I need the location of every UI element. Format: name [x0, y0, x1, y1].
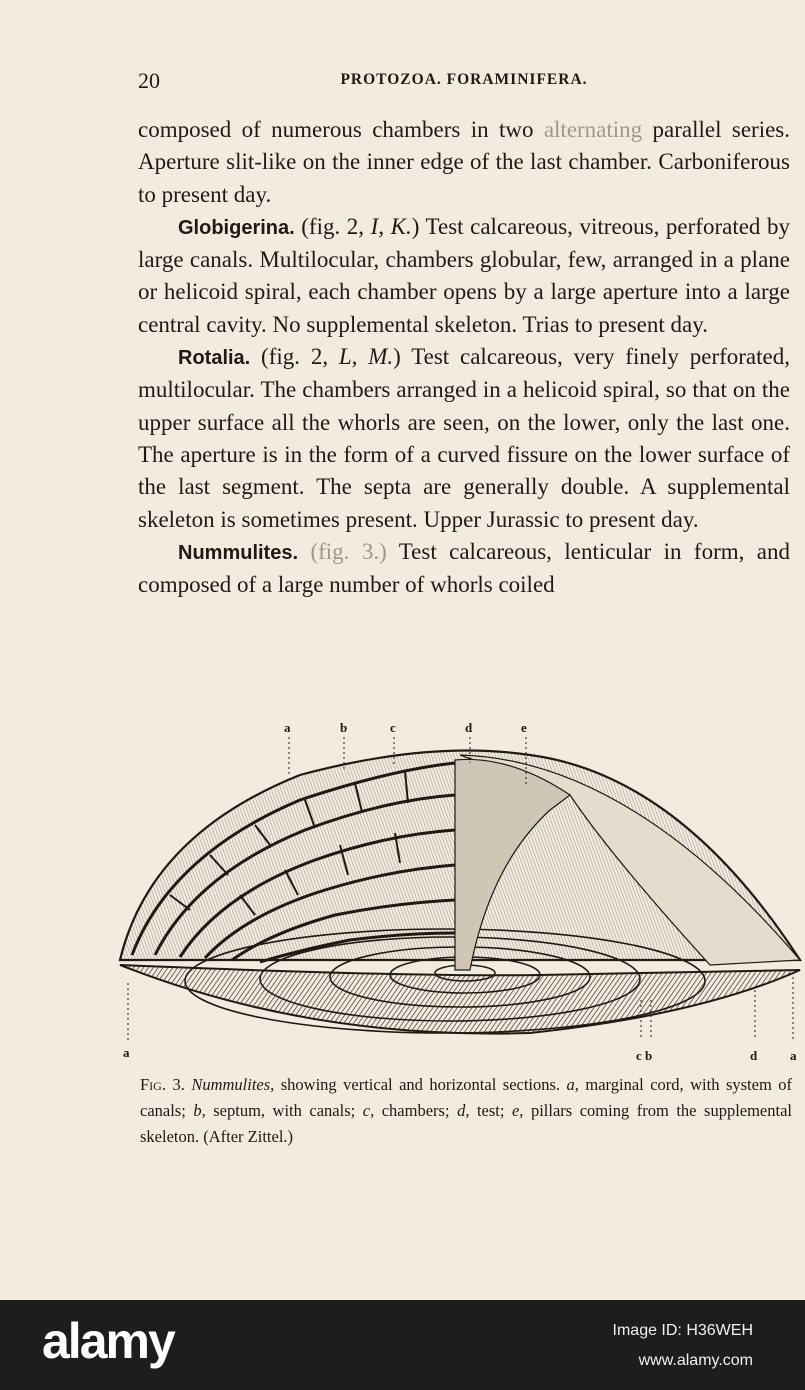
label-b-top: b: [340, 720, 348, 735]
site-url: www.alamy.com: [638, 1352, 753, 1369]
running-head: [138, 68, 790, 98]
page-number: 20: [138, 68, 160, 93]
alamy-logo: alamy: [42, 1313, 174, 1369]
image-id: Image ID: H36WEH: [612, 1322, 753, 1339]
caption-genus: Nummulites,: [191, 1075, 275, 1094]
paragraph-nummulites: Nummulites. (fig. 3.) Test calcareous, lenticular in form, and composed of a large number of whorls coiled: [138, 538, 790, 598]
label-cb-bottom: c b: [636, 1048, 653, 1063]
watermark-footer: [0, 1300, 805, 1390]
figure-caption: Fig. 3. Nummulites, showing vertical and horizontal sections. a, marginal cord, with system of canals; b, septum, with canals; c, chambers; d, test; e, pillars coming from the supplemental skeleton. (After Zittel.): [140, 1075, 793, 1146]
label-d-top: d: [465, 720, 473, 735]
paragraph-globigerina: Globigerina. (fig. 2, I, K.) Test calcareous, vitreous, perforated by large canals. Multilocular, chambers globular, few, arranged in a plane or helicoid spiral, each chamber opens by a large aperture into a large central cavity. No supplemental skeleton. Trias to present day.: [138, 213, 791, 337]
paragraph-rotalia: Rotalia. (fig. 2, L, M.) Test calcareous, very finely perforated, multilocular. The chambers arranged in a helicoid spiral, so that on the upper surface all the whorls are seen, on the lower, only the last one. The aperture is in the form of a curved fissure on the lower surface of the last segment. The septa are generally double. A supplemental skeleton is sometimes present. Upper Jurassic to present day.: [138, 344, 790, 532]
genus-globigerina: Globigerina.: [178, 216, 295, 239]
genus-rotalia: Rotalia.: [178, 347, 251, 370]
genus-nummulites: Nummulites.: [178, 541, 299, 564]
label-d-bottom: d: [750, 1048, 758, 1063]
figure-nummulites: [110, 715, 805, 1065]
label-a-bottom-left: a: [123, 1045, 130, 1060]
label-a-top: a: [284, 720, 291, 735]
running-title: PROTOZOA. FORAMINIFERA.: [340, 71, 588, 88]
paragraph-continuation: composed of numerous chambers in two alternating parallel series. Aperture slit-like on the inner edge of the last chamber. Carboniferous to present day.: [138, 117, 790, 207]
label-a-bottom-right: a: [790, 1048, 797, 1063]
label-e-top: e: [521, 720, 527, 735]
nummulites-illustration: [110, 715, 805, 1065]
body-text: [138, 114, 790, 601]
label-c-top: c: [390, 720, 396, 735]
caption-fig-number: Fig. 3.: [140, 1075, 185, 1094]
